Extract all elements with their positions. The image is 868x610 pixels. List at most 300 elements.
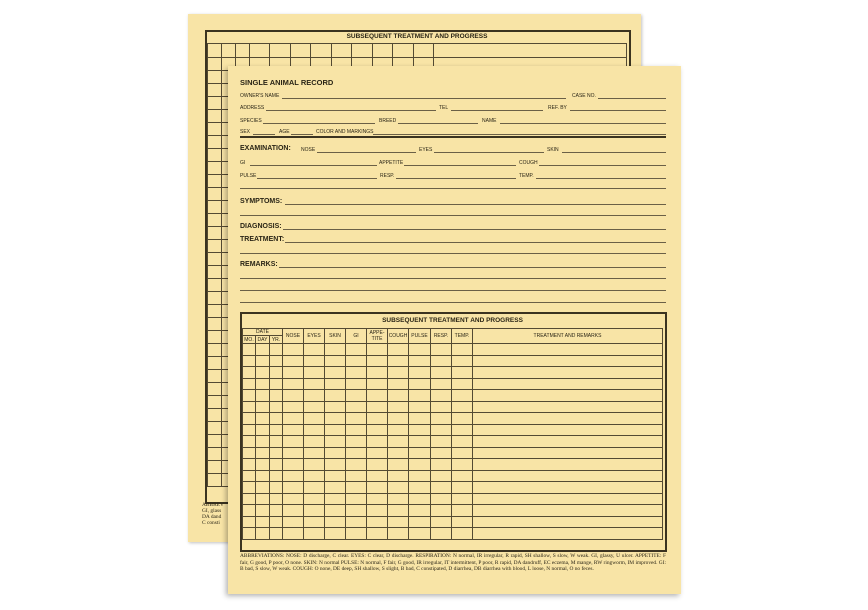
progress-grid-cell[interactable] [388, 401, 409, 413]
eyes-header: EYES [304, 329, 325, 344]
progress-grid-cell[interactable] [243, 367, 256, 379]
progress-grid-cell[interactable] [473, 493, 663, 505]
progress-grid-cell[interactable] [388, 528, 409, 540]
progress-grid-cell[interactable] [304, 447, 325, 459]
progress-grid-cell[interactable] [473, 413, 663, 425]
progress-grid-cell[interactable] [346, 493, 367, 505]
progress-grid-cell[interactable] [431, 493, 452, 505]
progress-grid-cell[interactable] [283, 401, 304, 413]
progress-grid-cell[interactable] [431, 436, 452, 448]
sex-label: SEX [240, 129, 251, 135]
progress-grid-cell[interactable] [325, 378, 346, 390]
progress-grid-cell[interactable] [452, 401, 473, 413]
diagnosis-field[interactable] [283, 229, 666, 230]
progress-grid-cell[interactable] [304, 436, 325, 448]
progress-grid-cell[interactable] [256, 528, 270, 540]
progress-grid-cell[interactable] [325, 470, 346, 482]
progress-grid-cell[interactable] [473, 528, 663, 540]
progress-grid-cell[interactable] [243, 482, 256, 494]
progress-grid-cell[interactable] [304, 528, 325, 540]
progress-grid-cell[interactable] [431, 528, 452, 540]
exam-eyes-field[interactable] [434, 152, 544, 153]
progress-grid-cell[interactable] [243, 436, 256, 448]
progress-grid-cell[interactable] [388, 378, 409, 390]
progress-grid-cell[interactable] [409, 344, 431, 356]
progress-grid-cell[interactable] [256, 344, 270, 356]
progress-grid-cell[interactable] [367, 516, 388, 528]
progress-grid-cell[interactable] [409, 355, 431, 367]
progress-grid-cell[interactable] [452, 528, 473, 540]
progress-grid-cell[interactable] [283, 470, 304, 482]
back-grid-cell[interactable] [208, 149, 222, 162]
back-grid-cell[interactable] [208, 344, 222, 357]
back-grid-cell[interactable] [208, 370, 222, 383]
tel-field[interactable] [451, 110, 543, 111]
back-grid-cell[interactable] [208, 396, 222, 409]
progress-grid-cell[interactable] [283, 367, 304, 379]
progress-grid-cell[interactable] [473, 447, 663, 459]
progress-grid-cell[interactable] [325, 401, 346, 413]
progress-grid-cell[interactable] [473, 424, 663, 436]
back-grid-cell[interactable] [208, 435, 222, 448]
back-grid-cell[interactable] [208, 279, 222, 292]
back-grid-cell[interactable] [208, 461, 222, 474]
progress-grid-cell[interactable] [256, 505, 270, 517]
progress-grid-cell[interactable] [346, 390, 367, 402]
symptoms-field-2[interactable] [240, 215, 666, 216]
progress-grid-cell[interactable] [243, 378, 256, 390]
progress-grid-cell[interactable] [270, 367, 283, 379]
progress-grid-cell[interactable] [409, 459, 431, 471]
progress-grid-cell[interactable] [304, 355, 325, 367]
progress-grid-cell[interactable] [283, 413, 304, 425]
progress-grid-cell[interactable] [283, 459, 304, 471]
progress-grid-cell[interactable] [388, 482, 409, 494]
progress-grid-cell[interactable] [409, 424, 431, 436]
back-grid-cell[interactable] [208, 474, 222, 487]
progress-grid-cell[interactable] [346, 401, 367, 413]
progress-grid-cell[interactable] [473, 390, 663, 402]
back-grid-cell[interactable] [208, 97, 222, 110]
progress-grid-cell[interactable] [473, 482, 663, 494]
progress-grid-cell[interactable] [283, 516, 304, 528]
progress-grid-cell[interactable] [256, 436, 270, 448]
progress-grid-cell[interactable] [283, 390, 304, 402]
progress-grid-cell[interactable] [325, 355, 346, 367]
back-grid-cell[interactable] [208, 84, 222, 97]
progress-grid-cell[interactable] [325, 528, 346, 540]
remarks-field-2[interactable] [240, 278, 666, 279]
progress-grid-cell[interactable] [243, 355, 256, 367]
exam-temp-field[interactable] [536, 178, 666, 179]
exam-eyes-label: EYES [419, 147, 433, 153]
progress-grid-cell[interactable] [270, 459, 283, 471]
progress-grid-cell[interactable] [452, 390, 473, 402]
back-grid-cell[interactable] [208, 409, 222, 422]
progress-grid-row [243, 344, 663, 356]
back-grid-cell[interactable] [208, 201, 222, 214]
progress-grid-cell[interactable] [256, 482, 270, 494]
progress-grid-cell[interactable] [431, 378, 452, 390]
progress-grid-cell[interactable] [346, 459, 367, 471]
progress-grid-cell[interactable] [270, 401, 283, 413]
progress-grid-cell[interactable] [473, 401, 663, 413]
progress-grid-cell[interactable] [367, 424, 388, 436]
back-grid-cell[interactable] [208, 58, 222, 71]
progress-grid-cell[interactable] [270, 390, 283, 402]
progress-grid-cell[interactable] [388, 493, 409, 505]
appetite-header [367, 329, 388, 344]
progress-grid-cell[interactable] [256, 470, 270, 482]
progress-grid-cell[interactable] [304, 367, 325, 379]
progress-grid-cell[interactable] [367, 344, 388, 356]
progress-grid-cell[interactable] [346, 528, 367, 540]
progress-grid-cell[interactable] [243, 447, 256, 459]
progress-grid-cell[interactable] [256, 447, 270, 459]
progress-grid-cell[interactable] [388, 355, 409, 367]
progress-grid-cell[interactable] [388, 436, 409, 448]
exam-pulse-field[interactable] [257, 178, 377, 179]
progress-grid-cell[interactable] [431, 401, 452, 413]
progress-grid-cell[interactable] [304, 424, 325, 436]
progress-grid-cell[interactable] [431, 355, 452, 367]
address-field[interactable] [266, 110, 436, 111]
progress-grid-cell[interactable] [431, 413, 452, 425]
progress-grid-cell[interactable] [452, 344, 473, 356]
back-grid-cell[interactable] [208, 188, 222, 201]
progress-grid-cell[interactable] [283, 436, 304, 448]
progress-grid-cell[interactable] [388, 344, 409, 356]
back-grid-cell[interactable] [208, 305, 222, 318]
progress-grid-cell[interactable] [367, 378, 388, 390]
progress-grid-cell[interactable] [283, 482, 304, 494]
back-grid-cell[interactable] [208, 71, 222, 84]
progress-grid-cell[interactable] [473, 505, 663, 517]
progress-grid-cell[interactable] [325, 413, 346, 425]
progress-grid-cell[interactable] [473, 355, 663, 367]
progress-grid-cell[interactable] [256, 516, 270, 528]
ref-by-field[interactable] [570, 110, 666, 111]
progress-grid-cell[interactable] [409, 447, 431, 459]
progress-grid-cell[interactable] [367, 436, 388, 448]
progress-grid-cell[interactable] [409, 528, 431, 540]
remarks-field[interactable] [279, 267, 666, 268]
back-grid-cell[interactable] [208, 318, 222, 331]
progress-grid-cell[interactable] [243, 401, 256, 413]
progress-grid-cell[interactable] [325, 493, 346, 505]
remarks-field-4[interactable] [240, 302, 666, 303]
progress-grid-cell[interactable] [270, 344, 283, 356]
treatment-heading: TREATMENT: [240, 236, 285, 243]
case-no-field[interactable] [598, 98, 666, 99]
progress-grid-cell[interactable] [367, 528, 388, 540]
progress-grid-cell[interactable] [452, 378, 473, 390]
progress-grid-cell[interactable] [431, 516, 452, 528]
progress-grid-cell[interactable] [346, 447, 367, 459]
progress-grid-cell[interactable] [473, 344, 663, 356]
date-header: DATE [243, 329, 283, 336]
back-grid-cell[interactable] [208, 253, 222, 266]
progress-grid-cell[interactable] [270, 470, 283, 482]
progress-grid-cell[interactable] [473, 516, 663, 528]
progress-grid-cell[interactable] [452, 436, 473, 448]
progress-grid-cell[interactable] [325, 482, 346, 494]
progress-grid-cell[interactable] [256, 413, 270, 425]
back-grid-cell[interactable] [208, 175, 222, 188]
progress-grid-cell[interactable] [346, 424, 367, 436]
exam-cough-field[interactable] [539, 165, 666, 166]
progress-grid-cell[interactable] [388, 367, 409, 379]
progress-grid-cell[interactable] [304, 390, 325, 402]
progress-grid-cell[interactable] [431, 424, 452, 436]
progress-grid-cell[interactable] [243, 493, 256, 505]
back-header-row [208, 44, 627, 58]
back-grid-cell[interactable] [208, 136, 222, 149]
progress-grid-cell[interactable] [452, 424, 473, 436]
back-grid-cell[interactable] [208, 110, 222, 123]
exam-appetite-label: APPETITE [379, 160, 404, 166]
progress-grid-cell[interactable] [270, 436, 283, 448]
progress-grid-cell[interactable] [283, 528, 304, 540]
progress-grid-cell[interactable] [473, 459, 663, 471]
back-grid-cell[interactable] [208, 331, 222, 344]
progress-grid-cell[interactable] [243, 505, 256, 517]
progress-grid-cell[interactable] [325, 436, 346, 448]
sex-field[interactable] [253, 134, 275, 135]
progress-grid-cell[interactable] [367, 401, 388, 413]
progress-grid-cell[interactable] [270, 424, 283, 436]
progress-grid-cell[interactable] [270, 528, 283, 540]
progress-grid-cell[interactable] [409, 413, 431, 425]
progress-grid-cell[interactable] [283, 378, 304, 390]
progress-grid-cell[interactable] [409, 401, 431, 413]
single-animal-record-sheet [228, 66, 681, 594]
treatment-field[interactable] [285, 242, 666, 243]
progress-grid-cell[interactable] [256, 493, 270, 505]
progress-grid-cell[interactable] [431, 470, 452, 482]
progress-grid-cell[interactable] [452, 459, 473, 471]
symptoms-field[interactable] [285, 204, 666, 205]
progress-grid-cell[interactable] [346, 436, 367, 448]
progress-grid-cell[interactable] [452, 355, 473, 367]
progress-grid-cell[interactable] [304, 401, 325, 413]
progress-grid-cell[interactable] [388, 470, 409, 482]
progress-grid-cell[interactable] [325, 505, 346, 517]
progress-grid-cell[interactable] [346, 367, 367, 379]
progress-grid-cell[interactable] [304, 505, 325, 517]
back-grid-cell[interactable] [208, 214, 222, 227]
species-field[interactable] [263, 123, 375, 124]
back-grid-cell[interactable] [208, 448, 222, 461]
progress-grid-cell[interactable] [304, 344, 325, 356]
progress-grid-cell[interactable] [409, 367, 431, 379]
progress-grid-cell[interactable] [283, 447, 304, 459]
progress-grid-cell[interactable] [270, 482, 283, 494]
remarks-field-3[interactable] [240, 290, 666, 291]
progress-grid-cell[interactable] [243, 470, 256, 482]
progress-grid-row [243, 436, 663, 448]
back-grid-cell[interactable] [208, 422, 222, 435]
progress-grid-cell[interactable] [431, 482, 452, 494]
back-grid-cell[interactable] [208, 357, 222, 370]
progress-grid-cell[interactable] [409, 470, 431, 482]
progress-grid-cell[interactable] [270, 516, 283, 528]
back-grid-cell[interactable] [208, 292, 222, 305]
diagnosis-heading: DIAGNOSIS: [240, 223, 282, 230]
exam-nose-field[interactable] [317, 152, 416, 153]
progress-grid-cell[interactable] [256, 355, 270, 367]
progress-grid-cell[interactable] [388, 505, 409, 517]
progress-grid-cell[interactable] [243, 516, 256, 528]
progress-grid-cell[interactable] [473, 436, 663, 448]
progress-grid-cell[interactable] [409, 516, 431, 528]
progress-grid-cell[interactable] [304, 493, 325, 505]
progress-grid-cell[interactable] [325, 424, 346, 436]
progress-grid-cell[interactable] [270, 413, 283, 425]
progress-grid-cell[interactable] [388, 424, 409, 436]
progress-grid-cell[interactable] [256, 401, 270, 413]
progress-grid-cell[interactable] [270, 378, 283, 390]
progress-grid-cell[interactable] [409, 505, 431, 517]
exam-skin-field[interactable] [562, 152, 666, 153]
progress-grid-cell[interactable] [256, 390, 270, 402]
progress-grid-cell[interactable] [431, 367, 452, 379]
back-grid-cell[interactable] [208, 240, 222, 253]
back-grid-cell[interactable] [208, 162, 222, 175]
progress-grid-cell[interactable] [270, 505, 283, 517]
progress-grid-cell[interactable] [367, 505, 388, 517]
progress-grid-cell[interactable] [367, 470, 388, 482]
progress-grid-cell[interactable] [473, 367, 663, 379]
progress-grid-cell[interactable] [243, 390, 256, 402]
progress-grid-cell[interactable] [283, 355, 304, 367]
progress-grid-cell[interactable] [388, 516, 409, 528]
progress-grid-cell[interactable] [325, 459, 346, 471]
progress-grid-cell[interactable] [346, 344, 367, 356]
progress-grid-cell[interactable] [409, 378, 431, 390]
progress-grid-cell[interactable] [325, 367, 346, 379]
progress-grid-cell[interactable] [473, 470, 663, 482]
progress-grid-cell[interactable] [452, 505, 473, 517]
progress-grid-cell[interactable] [304, 516, 325, 528]
progress-grid-cell[interactable] [431, 390, 452, 402]
age-field[interactable] [291, 134, 313, 135]
progress-grid-cell[interactable] [256, 424, 270, 436]
progress-grid-cell[interactable] [409, 390, 431, 402]
progress-grid-cell[interactable] [346, 378, 367, 390]
progress-grid-cell[interactable] [452, 493, 473, 505]
progress-grid-cell[interactable] [452, 516, 473, 528]
progress-grid-cell[interactable] [473, 378, 663, 390]
progress-grid-cell[interactable] [283, 493, 304, 505]
progress-grid-cell[interactable] [243, 459, 256, 471]
progress-grid-cell[interactable] [388, 390, 409, 402]
progress-grid-cell[interactable] [452, 482, 473, 494]
progress-grid-cell[interactable] [367, 459, 388, 471]
progress-grid-cell[interactable] [431, 447, 452, 459]
progress-grid-cell[interactable] [367, 493, 388, 505]
progress-grid-cell[interactable] [431, 505, 452, 517]
progress-grid-cell[interactable] [304, 459, 325, 471]
progress-grid-cell[interactable] [243, 424, 256, 436]
progress-grid-cell[interactable] [431, 344, 452, 356]
back-grid-cell[interactable] [208, 227, 222, 240]
progress-grid-cell[interactable] [388, 413, 409, 425]
progress-grid-cell[interactable] [388, 447, 409, 459]
breed-field[interactable] [398, 123, 478, 124]
back-grid-cell[interactable] [208, 383, 222, 396]
progress-grid-cell[interactable] [283, 505, 304, 517]
back-header-cell [291, 44, 311, 58]
progress-grid-cell[interactable] [367, 390, 388, 402]
progress-grid-cell[interactable] [256, 459, 270, 471]
progress-grid-cell[interactable] [346, 482, 367, 494]
progress-grid-cell[interactable] [304, 482, 325, 494]
progress-grid-cell[interactable] [431, 459, 452, 471]
progress-grid-cell[interactable] [304, 470, 325, 482]
progress-grid-cell[interactable] [304, 378, 325, 390]
animal-name-field[interactable] [500, 123, 666, 124]
progress-grid-cell[interactable] [270, 447, 283, 459]
exam-extra-line[interactable] [240, 188, 666, 189]
progress-grid-cell[interactable] [367, 482, 388, 494]
progress-grid-cell[interactable] [346, 413, 367, 425]
progress-grid-cell[interactable] [304, 413, 325, 425]
progress-grid-cell[interactable] [346, 505, 367, 517]
progress-grid-cell[interactable] [283, 344, 304, 356]
treatment-field-2[interactable] [240, 253, 666, 254]
progress-grid-cell[interactable] [270, 493, 283, 505]
progress-grid-cell[interactable] [256, 367, 270, 379]
progress-grid-cell[interactable] [452, 447, 473, 459]
progress-grid-cell[interactable] [243, 413, 256, 425]
species-label: SPECIES [240, 118, 262, 124]
progress-grid-cell[interactable] [409, 493, 431, 505]
back-grid-cell[interactable] [208, 123, 222, 136]
progress-grid-cell[interactable] [346, 470, 367, 482]
progress-grid-cell[interactable] [325, 447, 346, 459]
progress-grid-cell[interactable] [325, 344, 346, 356]
progress-grid-cell[interactable] [409, 436, 431, 448]
exam-resp-field[interactable] [396, 178, 516, 179]
progress-grid-cell[interactable] [270, 355, 283, 367]
progress-grid-cell[interactable] [452, 470, 473, 482]
progress-grid-cell[interactable] [367, 355, 388, 367]
progress-grid-cell[interactable] [283, 424, 304, 436]
progress-grid-cell[interactable] [367, 413, 388, 425]
progress-grid-cell[interactable] [452, 413, 473, 425]
progress-grid-cell[interactable] [367, 367, 388, 379]
progress-grid-row [243, 413, 663, 425]
exam-gi-field[interactable] [250, 165, 377, 166]
progress-grid-cell[interactable] [243, 344, 256, 356]
back-header-cell [236, 44, 250, 58]
progress-grid-cell[interactable] [388, 459, 409, 471]
progress-grid-cell[interactable] [346, 355, 367, 367]
progress-grid-cell[interactable] [325, 516, 346, 528]
progress-grid-cell[interactable] [325, 390, 346, 402]
color-markings-field[interactable] [373, 134, 666, 135]
owners-name-field[interactable] [282, 98, 566, 99]
back-grid-cell[interactable] [208, 266, 222, 279]
progress-grid-cell[interactable] [409, 482, 431, 494]
progress-grid-cell[interactable] [346, 516, 367, 528]
progress-grid-cell[interactable] [452, 367, 473, 379]
progress-grid-cell[interactable] [256, 378, 270, 390]
progress-grid-cell[interactable] [243, 528, 256, 540]
exam-appetite-field[interactable] [404, 165, 516, 166]
progress-grid-cell[interactable] [367, 447, 388, 459]
